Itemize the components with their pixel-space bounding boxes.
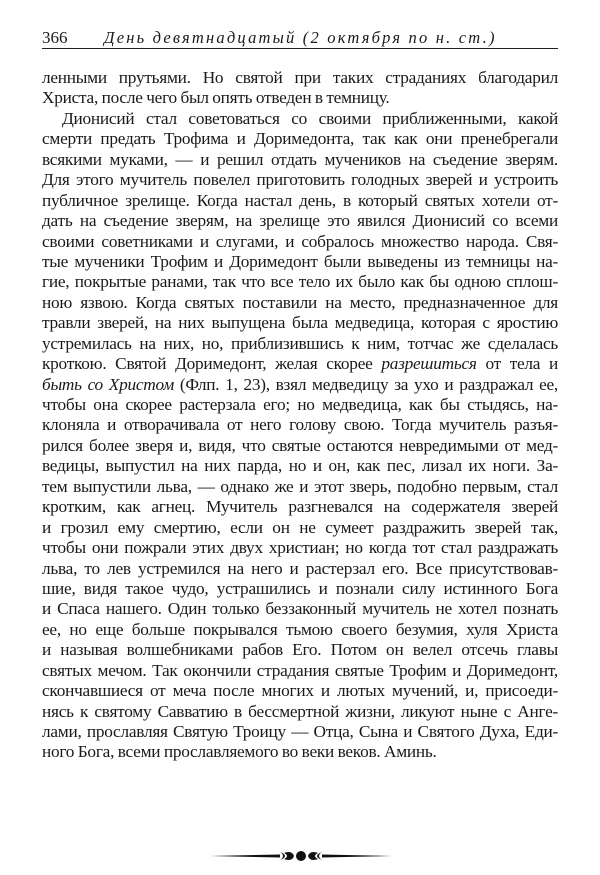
text-line: ленными прутьями. Но святой при таких страданиях благодарил — [42, 68, 558, 87]
text-line: ного Бога, всеми прославляемого во веки веков. Аминь. — [42, 742, 437, 762]
text-line: дать на съедение зверям, на зрелище это явился Дионисий со всеми — [42, 211, 558, 231]
text-line: и Спаса нашего. Один только беззаконный мучитель не хотел познать — [42, 599, 558, 619]
text-segment: (Флп. 1, 23), взял медведицу за ухо и раздражал ее, — [174, 374, 558, 394]
running-header — [42, 26, 558, 49]
text-line: публичное зрелище. Когда настал день, в который святых хотели от- — [42, 190, 558, 210]
text-line: и называя волшебниками рабов Его. Потом он велел отсечь главы — [42, 640, 558, 660]
text-line: Для этого мучитель повелел приготовить голодных зверей и устроить — [42, 170, 558, 190]
text-line: и грозил ему смертию, если он не сумеет раздражить зверей так, — [42, 517, 558, 537]
text-line: Дионисий стал советоваться со своими приближенными, какой — [62, 108, 558, 128]
text-line: тые мученики Трофим и Доримедонт были выведены из темницы на- — [42, 251, 558, 271]
text-line: ною язвою. Когда святых поставили на место, предназначенное для — [42, 292, 558, 312]
text-line: шие, видя такое чудо, устрашились и познали силу истинного Бога — [42, 578, 558, 598]
running-title: День девятнадцатый (2 октября по н. ст.) — [104, 28, 497, 47]
text-line: гие, покрытые ранами, так что все тело их было как бы одною сплош- — [42, 272, 558, 292]
text-line — [42, 375, 558, 395]
text-line: смерти предать Трофима и Доримедонта, так как они пренебрегали — [42, 129, 558, 149]
italic-quote: быть со Христом — [42, 374, 175, 394]
text-line — [42, 354, 558, 374]
text-line: рился более зверя и, видя, что святые остаются невредимыми от мед- — [42, 435, 558, 455]
text-line: ее, но еще больше покрывался тьмою своего безумия, хуля Христа — [42, 619, 558, 639]
text-line: лами, прославляя Святую Троицу — Отца, Сына и Святого Духа, Еди- — [42, 722, 558, 741]
text-line: своими советниками и слугами, и собралось множество народа. Свя- — [42, 231, 558, 251]
text-line: устремилась на них, но, приблизившись к ним, тотчас же сделалась — [42, 333, 558, 353]
text-segment: от тела и — [476, 354, 558, 374]
text-line: скончавшиеся от меча после многих и лютых мучений, и, присоеди- — [42, 681, 558, 701]
text-line: всякими муками, — и решил отдать мучеников на съедение зверям. — [42, 149, 558, 169]
text-line: нясь к святому Савватию в бессмертной жизни, ликуют ныне с Анге- — [42, 701, 558, 721]
page-number: 366 — [42, 28, 68, 47]
text-segment: кроткою. Святой Доримедонт, желая скорее — [42, 354, 382, 374]
text-line: ведицы, выпустил на них парда, но и он, как пес, лизал их ноги. За- — [42, 456, 558, 476]
text-line: тем выпустили льва, — однако же и этот зверь, подобно первым, стал — [42, 476, 558, 496]
end-of-chapter-ornament-icon — [210, 848, 392, 864]
text-line: святых мечом. Так окончили страдания святые Трофим и Доримедонт, — [42, 660, 558, 680]
text-line: клоняла и отворачивала от него голову свою. Тогда мучитель разъя- — [42, 415, 558, 435]
text-line: чтобы она скорее растерзала его; но медведица, как бы стыдясь, на- — [42, 395, 558, 414]
text-line: Христа, после чего был опять отведен в темницу. — [42, 88, 390, 108]
body-text — [42, 68, 558, 763]
text-line: травли зверей, на них выпущена была медведица, которая с яростию — [42, 313, 558, 333]
text-line: льва, то лев устремился на него и растерзал его. Все присутствовав- — [42, 558, 558, 578]
text-line: чтобы они пожрали этих двух христиан; но когда тот стал раздражать — [42, 538, 558, 558]
italic-term: разрешиться — [381, 354, 477, 374]
text-line: кротким, как агнец. Мучитель разгневался на содержателя зверей — [42, 497, 558, 517]
